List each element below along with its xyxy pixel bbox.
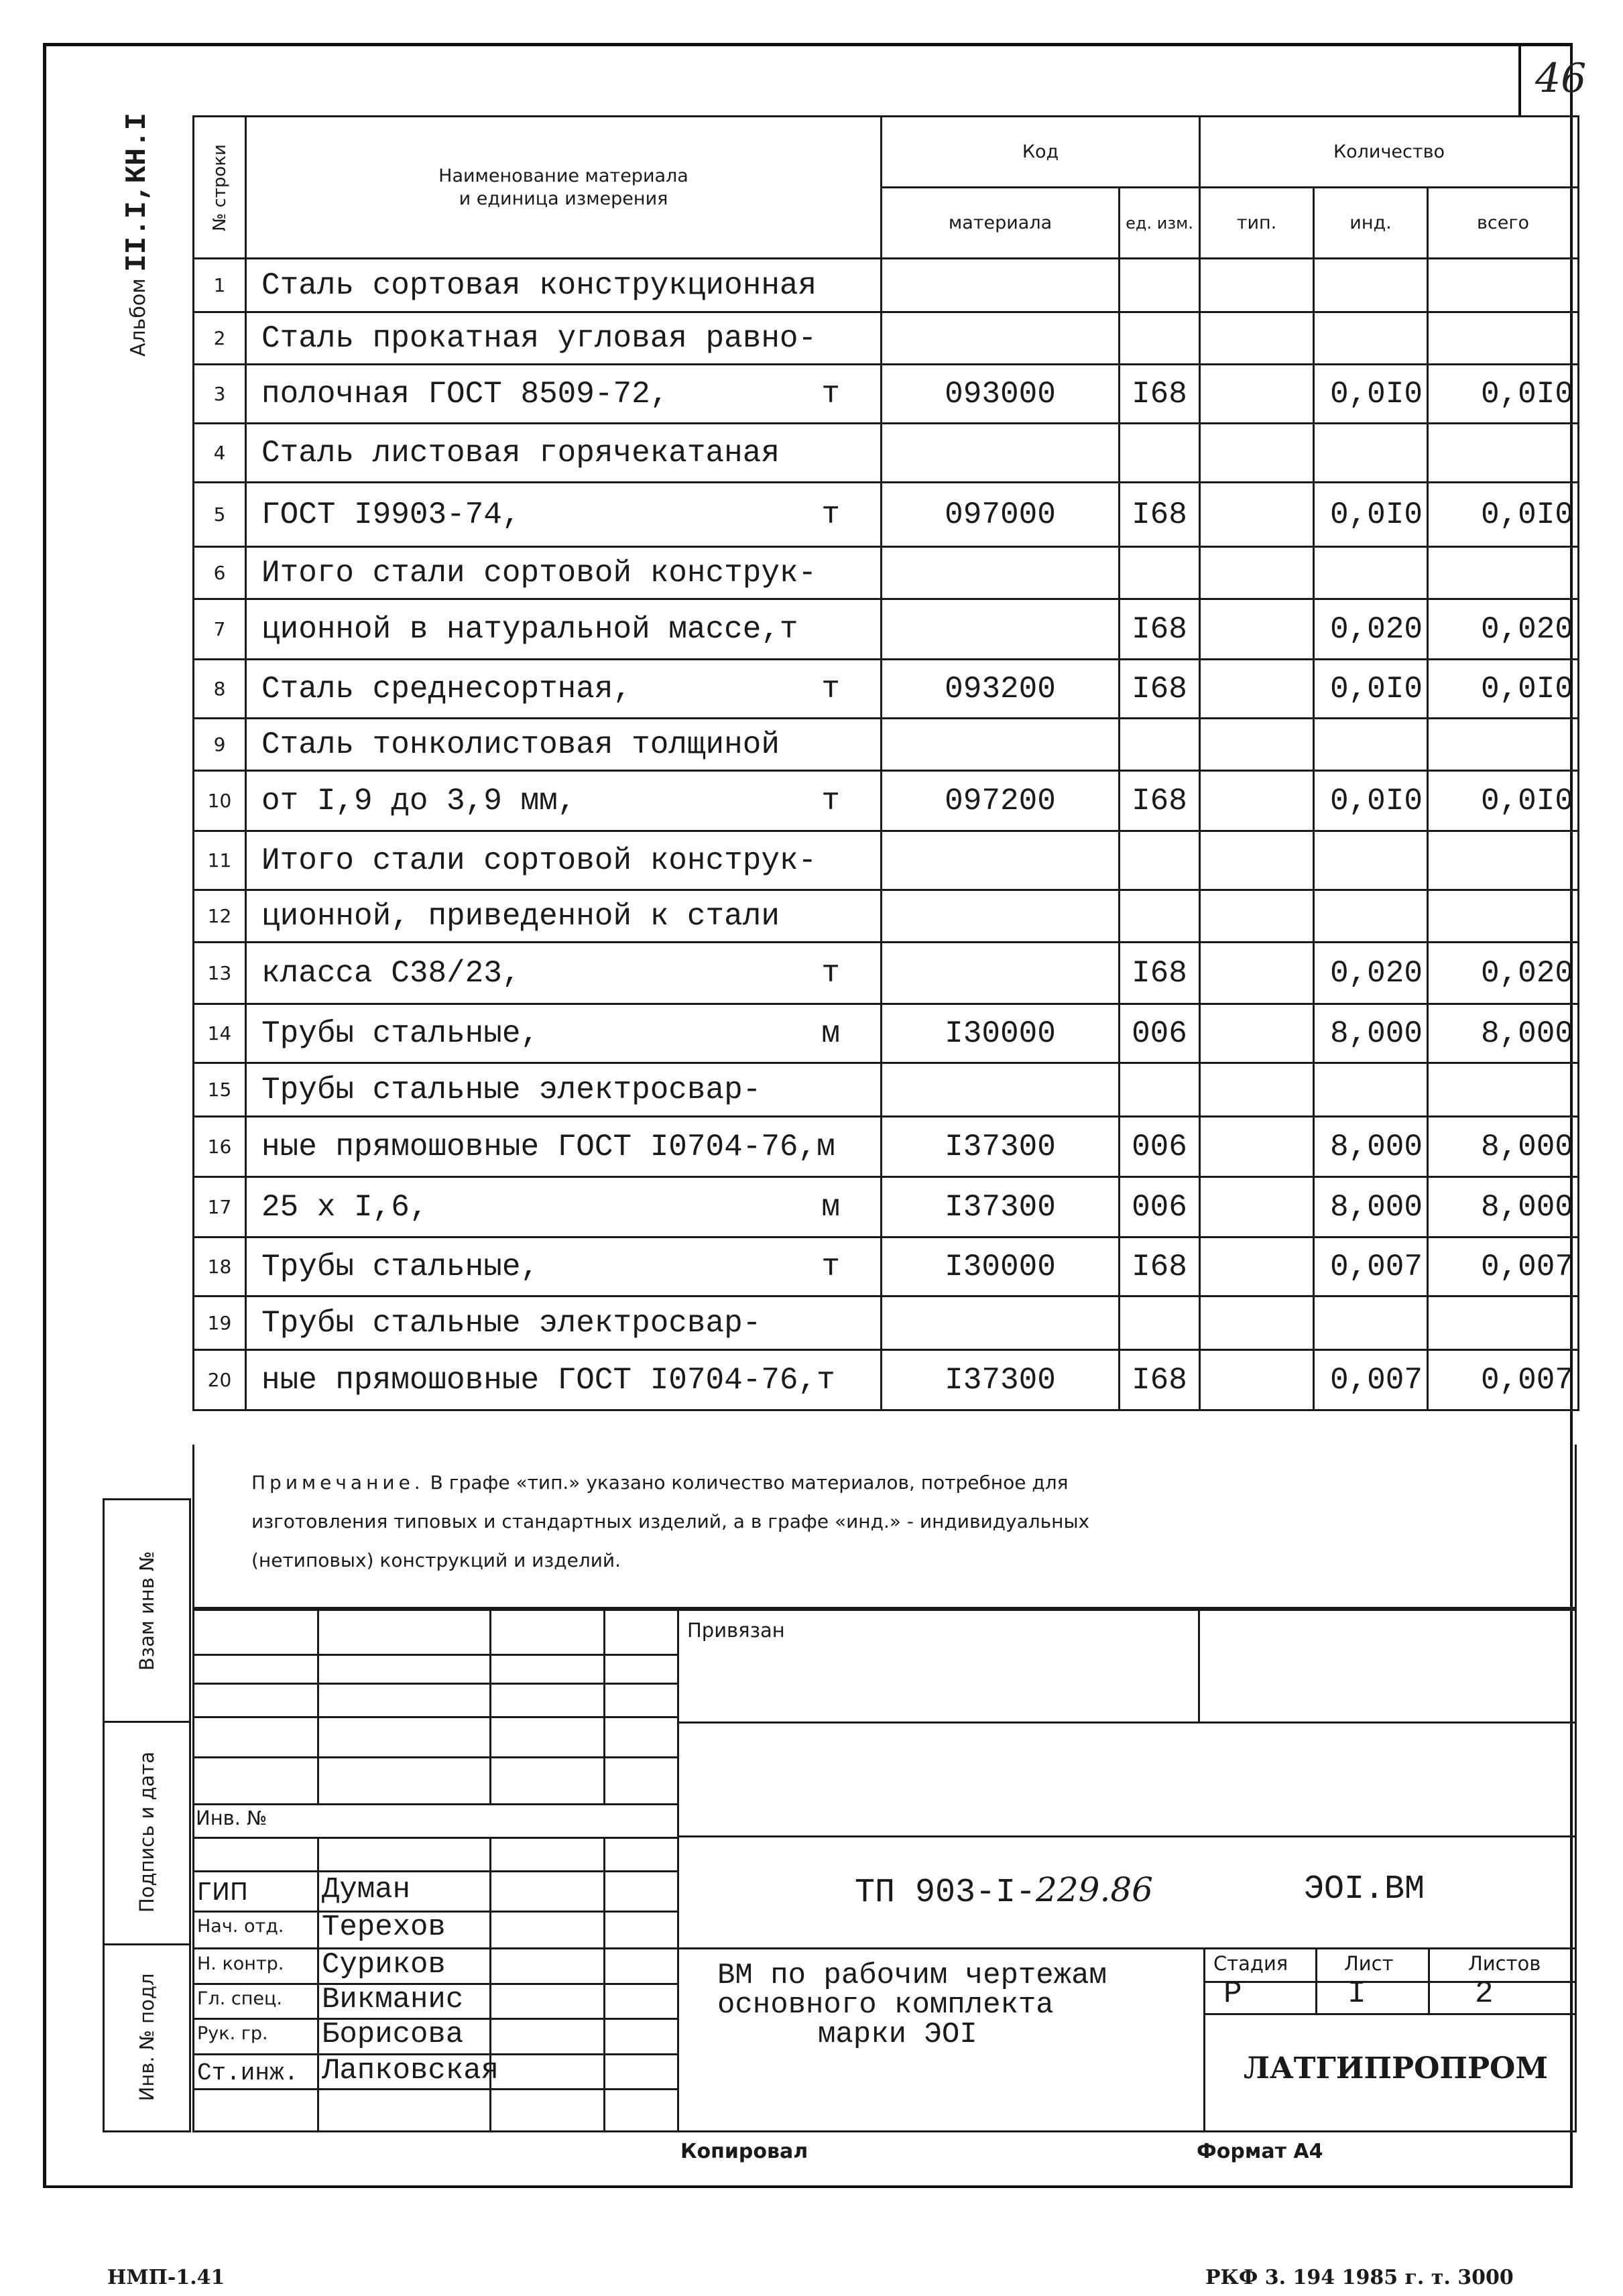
album-number: II.I,КН.I — [121, 112, 154, 272]
table-row — [194, 831, 1579, 890]
table-row — [194, 483, 1579, 547]
material-name-text: класса С38/23, — [261, 955, 521, 991]
qty-ind: 0,020 — [1314, 599, 1428, 660]
header-code-unit: ед. изм. — [1120, 188, 1200, 259]
material-name — [246, 719, 882, 771]
row-number: 17 — [194, 1177, 246, 1237]
material-name — [246, 365, 882, 424]
row-number: 1 — [194, 259, 246, 312]
row-number: 15 — [194, 1063, 246, 1117]
materials-table — [192, 115, 1579, 1411]
qty-total: 8,000 — [1428, 1177, 1579, 1237]
qty-total — [1428, 1296, 1579, 1350]
qty-ind: 0,020 — [1314, 943, 1428, 1004]
material-code — [882, 890, 1120, 943]
signature-name: Суриков — [322, 1948, 446, 1982]
table-row — [194, 943, 1579, 1004]
material-name — [246, 483, 882, 547]
note-line3: (нетиповых) конструкций и изделий. — [251, 1549, 621, 1571]
qty-typ — [1200, 1063, 1314, 1117]
sheet-label: Лист — [1344, 1952, 1394, 1975]
material-name — [246, 599, 882, 660]
inv-no-label: Инв. № — [196, 1807, 267, 1829]
unit-code — [1120, 547, 1200, 599]
signature-name: Лапковская — [322, 2054, 499, 2088]
unit-code: I68 — [1120, 365, 1200, 424]
material-code: 097200 — [882, 771, 1120, 831]
organization-name: ЛАТГИПРОПРОМ — [1244, 2051, 1549, 2086]
row-number: 9 — [194, 719, 246, 771]
material-code: I30000 — [882, 1237, 1120, 1296]
qty-typ — [1200, 547, 1314, 599]
qty-typ — [1200, 365, 1314, 424]
material-code — [882, 599, 1120, 660]
header-name-line2: и единица измерения — [459, 188, 668, 209]
table-row — [194, 1117, 1579, 1177]
material-name-text: Трубы стальные электросвар- — [261, 1305, 762, 1341]
row-number: 18 — [194, 1237, 246, 1296]
sheets-label: Листов — [1468, 1952, 1541, 1975]
material-name — [246, 1063, 882, 1117]
material-unit-letter: м — [821, 1189, 840, 1225]
unit-code — [1120, 312, 1200, 365]
qty-total: 0,007 — [1428, 1350, 1579, 1410]
material-name-text: ные прямошовные ГОСТ I0704-76,м — [261, 1129, 835, 1164]
privyazan-label: Привязан — [687, 1619, 785, 1642]
unit-code: I68 — [1120, 599, 1200, 660]
qty-typ — [1200, 831, 1314, 890]
unit-code: 006 — [1120, 1177, 1200, 1237]
qty-total — [1428, 259, 1579, 312]
row-number: 6 — [194, 547, 246, 599]
unit-code — [1120, 259, 1200, 312]
table-row — [194, 890, 1579, 943]
material-name-text: ционной, приведенной к стали — [261, 898, 780, 934]
qty-typ — [1200, 943, 1314, 1004]
material-code — [882, 943, 1120, 1004]
header-code-material: материала — [882, 188, 1120, 259]
row-number: 13 — [194, 943, 246, 1004]
qty-ind: 8,000 — [1314, 1177, 1428, 1237]
side-vzam-inv: Взам инв № — [103, 1498, 191, 1723]
side-inv-podl: Инв. № подл — [103, 1943, 191, 2132]
qty-total — [1428, 1063, 1579, 1117]
qty-ind: 8,000 — [1314, 1117, 1428, 1177]
unit-code: I68 — [1120, 483, 1200, 547]
table-row — [194, 312, 1579, 365]
qty-ind — [1314, 424, 1428, 483]
material-name-text: Трубы стальные, — [261, 1016, 540, 1051]
table-row — [194, 719, 1579, 771]
qty-typ — [1200, 771, 1314, 831]
qty-ind — [1314, 890, 1428, 943]
qty-total — [1428, 890, 1579, 943]
row-number: 8 — [194, 660, 246, 719]
note-line1: В графе «тип.» указано количество материалов, потребное для — [430, 1471, 1069, 1494]
qty-typ — [1200, 890, 1314, 943]
qty-typ — [1200, 483, 1314, 547]
material-name — [246, 1296, 882, 1350]
qty-typ — [1200, 1296, 1314, 1350]
header-qty-total: всего — [1428, 188, 1579, 259]
qty-ind — [1314, 719, 1428, 771]
material-unit-letter: т — [821, 1249, 840, 1284]
material-name-text: Сталь прокатная угловая равно- — [261, 320, 817, 356]
material-name — [246, 1004, 882, 1063]
qty-total: 0,020 — [1428, 943, 1579, 1004]
qty-total — [1428, 547, 1579, 599]
qty-total: 8,000 — [1428, 1004, 1579, 1063]
row-number: 5 — [194, 483, 246, 547]
unit-code — [1120, 424, 1200, 483]
material-unit-letter: т — [821, 376, 840, 412]
material-name-text: Сталь среднесортная, — [261, 671, 632, 707]
side-signature-date: Подпись и дата — [103, 1721, 191, 1945]
material-code — [882, 1296, 1120, 1350]
qty-ind — [1314, 312, 1428, 365]
table-row — [194, 660, 1579, 719]
row-number: 19 — [194, 1296, 246, 1350]
unit-code: 006 — [1120, 1004, 1200, 1063]
row-number: 11 — [194, 831, 246, 890]
table-row — [194, 599, 1579, 660]
qty-typ — [1200, 719, 1314, 771]
material-name — [246, 890, 882, 943]
row-number: 12 — [194, 890, 246, 943]
material-name — [246, 1237, 882, 1296]
table-body — [194, 259, 1579, 1410]
qty-typ — [1200, 259, 1314, 312]
unit-code: I68 — [1120, 943, 1200, 1004]
material-name-text: от I,9 до 3,9 мм, — [261, 783, 577, 819]
qty-typ — [1200, 1237, 1314, 1296]
material-name — [246, 943, 882, 1004]
material-code — [882, 1063, 1120, 1117]
material-unit-letter: т — [821, 671, 840, 707]
copied-label: Копировал — [680, 2140, 808, 2163]
row-number: 4 — [194, 424, 246, 483]
document-title-line3: марки ЭОI — [818, 2018, 977, 2051]
page-number: 46 — [1535, 55, 1587, 102]
material-name-text: 25 x I,6, — [261, 1189, 428, 1225]
signature-role: Нач. отд. — [197, 1916, 284, 1937]
material-name-text: ГОСТ I9903-74, — [261, 497, 521, 532]
album-label — [101, 94, 174, 375]
header-name — [246, 117, 882, 259]
material-name-text: полочная ГОСТ 8509-72, — [261, 376, 669, 412]
material-name — [246, 1117, 882, 1177]
row-number: 16 — [194, 1117, 246, 1177]
qty-ind: 0,0I0 — [1314, 660, 1428, 719]
qty-ind — [1314, 1296, 1428, 1350]
unit-code — [1120, 1296, 1200, 1350]
unit-code — [1120, 719, 1200, 771]
material-name-text: Итого стали сортовой конструк- — [261, 843, 817, 878]
material-name — [246, 1350, 882, 1410]
material-code — [882, 719, 1120, 771]
document-title-line1: ВМ по рабочим чертежам — [717, 1959, 1107, 1992]
qty-ind — [1314, 547, 1428, 599]
footer-right: РКФ 3. 194 1985 г. т. 3000 — [1205, 2266, 1514, 2289]
unit-code — [1120, 1063, 1200, 1117]
signature-role: Рук. гр. — [197, 2023, 268, 2044]
material-name-text: Итого стали сортовой конструк- — [261, 555, 817, 591]
material-unit-letter: т — [821, 497, 840, 532]
row-number: 20 — [194, 1350, 246, 1410]
material-name — [246, 424, 882, 483]
material-name-text: Сталь тонколистовая толщиной — [261, 727, 780, 762]
unit-code: I68 — [1120, 771, 1200, 831]
material-code: 097000 — [882, 483, 1120, 547]
header-row-number: № строки — [194, 117, 246, 259]
material-code — [882, 259, 1120, 312]
material-code — [882, 424, 1120, 483]
material-name-text: Сталь листовая горячекатаная — [261, 435, 780, 471]
document-title — [717, 1961, 1107, 2049]
qty-total: 0,020 — [1428, 599, 1579, 660]
header-qty-typ: тип. — [1200, 188, 1314, 259]
material-name — [246, 660, 882, 719]
qty-total: 0,0I0 — [1428, 483, 1579, 547]
qty-total: 0,0I0 — [1428, 365, 1579, 424]
header-code-group: Код — [882, 117, 1200, 188]
qty-ind — [1314, 259, 1428, 312]
qty-ind: 0,007 — [1314, 1350, 1428, 1410]
table-row — [194, 424, 1579, 483]
table-row — [194, 1004, 1579, 1063]
material-name-text: Трубы стальные, — [261, 1249, 540, 1284]
signature-role: ГИП — [197, 1878, 248, 1906]
row-number: 14 — [194, 1004, 246, 1063]
header-qty-ind: инд. — [1314, 188, 1428, 259]
material-name-text: ционной в натуральной массе,т — [261, 611, 798, 647]
album-caption: Альбом — [127, 278, 150, 357]
material-code: 093200 — [882, 660, 1120, 719]
unit-code: I68 — [1120, 660, 1200, 719]
stage-value: Р — [1223, 1976, 1242, 2011]
material-code: I37300 — [882, 1177, 1120, 1237]
qty-ind: 0,0I0 — [1314, 365, 1428, 424]
qty-typ — [1200, 599, 1314, 660]
unit-code — [1120, 831, 1200, 890]
table-row — [194, 365, 1579, 424]
qty-typ — [1200, 1004, 1314, 1063]
qty-total — [1428, 312, 1579, 365]
qty-typ — [1200, 424, 1314, 483]
material-unit-letter: т — [821, 955, 840, 991]
material-code: I30000 — [882, 1004, 1120, 1063]
sheets-value: 2 — [1475, 1976, 1494, 2011]
row-number: 2 — [194, 312, 246, 365]
unit-code: I68 — [1120, 1237, 1200, 1296]
qty-total — [1428, 719, 1579, 771]
material-name-text: Трубы стальные электросвар- — [261, 1072, 762, 1107]
table-row — [194, 1237, 1579, 1296]
material-code: I37300 — [882, 1117, 1120, 1177]
material-name-text: Сталь сортовая конструкционная — [261, 267, 817, 303]
material-code: 093000 — [882, 365, 1120, 424]
signature-name: Думан — [322, 1873, 411, 1907]
header-name-line1: Наименование материала — [438, 165, 688, 186]
table-row — [194, 1177, 1579, 1237]
material-name-text: ные прямошовные ГОСТ I0704-76,т — [261, 1362, 835, 1398]
footer-left: НМП-1.41 — [107, 2266, 225, 2289]
unit-code: I68 — [1120, 1350, 1200, 1410]
qty-total: 0,007 — [1428, 1237, 1579, 1296]
qty-ind: 0,0I0 — [1314, 483, 1428, 547]
signature-role: Ст.инж. — [197, 2059, 299, 2087]
qty-typ — [1200, 660, 1314, 719]
material-unit-letter: м — [821, 1016, 840, 1051]
document-title-line2: основного комплекта — [717, 1988, 1054, 2022]
table-row — [194, 1296, 1579, 1350]
format-label: Формат А4 — [1197, 2140, 1323, 2163]
qty-ind — [1314, 831, 1428, 890]
document-mark: ЭОI.ВМ — [1304, 1870, 1425, 1909]
signature-name: Викманис — [322, 1983, 464, 2016]
note-lead: Примечание. — [251, 1471, 424, 1494]
table-row — [194, 1063, 1579, 1117]
note-line2: изготовления типовых и стандартных изделий, а в графе «инд.» - индивидуальных — [251, 1510, 1090, 1532]
stage-label: Стадия — [1213, 1952, 1288, 1975]
table-row — [194, 771, 1579, 831]
document-code: ТП 903-I-229.86 — [855, 1870, 1153, 1912]
qty-total: 0,0I0 — [1428, 771, 1579, 831]
qty-ind — [1314, 1063, 1428, 1117]
material-name — [246, 771, 882, 831]
unit-code — [1120, 890, 1200, 943]
qty-typ — [1200, 1350, 1314, 1410]
qty-ind: 0,007 — [1314, 1237, 1428, 1296]
frame-notch — [1518, 43, 1521, 117]
row-number: 10 — [194, 771, 246, 831]
signature-name: Борисова — [322, 2018, 464, 2051]
material-code — [882, 312, 1120, 365]
qty-typ — [1200, 1177, 1314, 1237]
material-code — [882, 547, 1120, 599]
note-block — [192, 1445, 1577, 1609]
material-code: I37300 — [882, 1350, 1120, 1410]
table-row — [194, 1350, 1579, 1410]
qty-typ — [1200, 312, 1314, 365]
row-number: 3 — [194, 365, 246, 424]
unit-code: 006 — [1120, 1117, 1200, 1177]
header-quantity-group: Количество — [1200, 117, 1579, 188]
row-number: 7 — [194, 599, 246, 660]
sheet-value: I — [1347, 1976, 1366, 2011]
signature-role: Н. контр. — [197, 1953, 284, 1974]
table-row — [194, 259, 1579, 312]
qty-total — [1428, 831, 1579, 890]
qty-typ — [1200, 1117, 1314, 1177]
material-name — [246, 259, 882, 312]
material-name — [246, 1177, 882, 1237]
material-name — [246, 312, 882, 365]
material-unit-letter: т — [821, 783, 840, 819]
signature-name: Терехов — [322, 1911, 446, 1944]
table-row — [194, 547, 1579, 599]
material-code — [882, 831, 1120, 890]
material-name — [246, 547, 882, 599]
qty-total: 8,000 — [1428, 1117, 1579, 1177]
qty-total: 0,0I0 — [1428, 660, 1579, 719]
qty-ind: 0,0I0 — [1314, 771, 1428, 831]
document-code-handwritten: 229.86 — [1036, 1870, 1153, 1909]
qty-ind: 8,000 — [1314, 1004, 1428, 1063]
signature-role: Гл. спец. — [197, 1988, 282, 2009]
material-name — [246, 831, 882, 890]
qty-total — [1428, 424, 1579, 483]
